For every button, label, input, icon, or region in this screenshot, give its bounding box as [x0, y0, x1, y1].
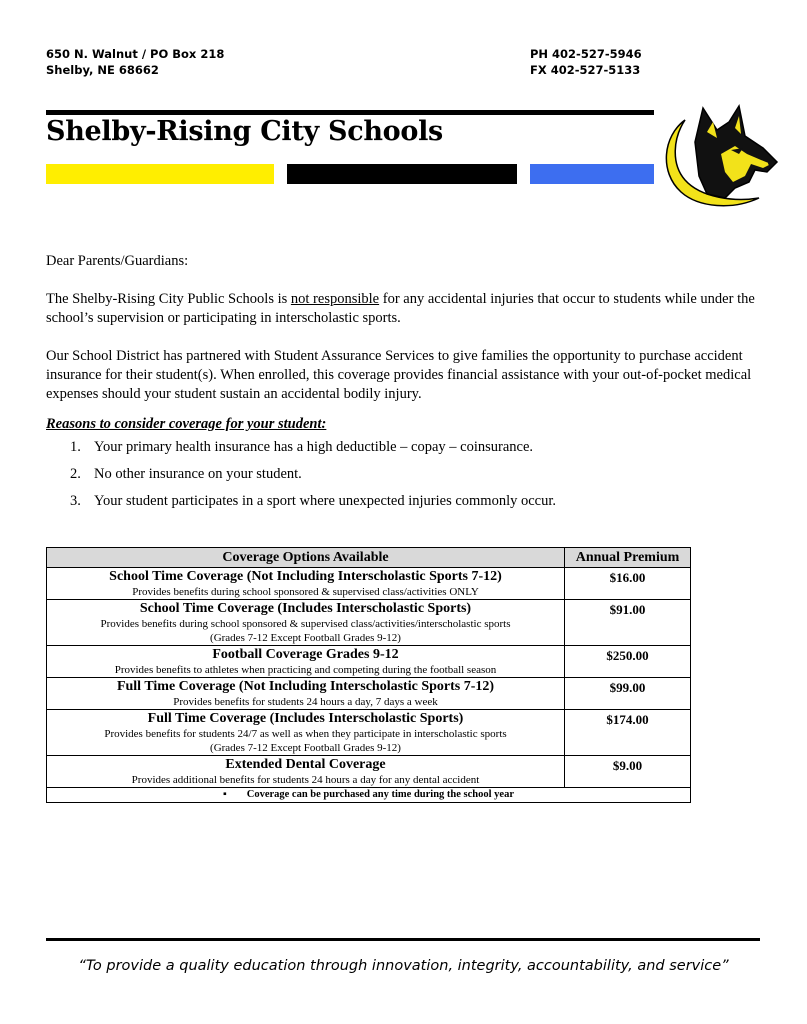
black-color-bar — [287, 164, 517, 184]
reasons-list — [70, 438, 556, 519]
header-top-rule — [46, 110, 654, 115]
coverage-purchase-note: Coverage can be purchased any time during the school year — [246, 789, 514, 800]
coverage-price: $9.00 — [565, 756, 691, 788]
coverage-title: Full Time Coverage (Includes Interscholastic Sports) — [147, 711, 464, 726]
phone-number: PH 402-527-5946 — [530, 47, 642, 61]
fax-number: FX 402-527-5133 — [530, 63, 641, 77]
coverage-title: School Time Coverage (Includes Interscholastic Sports) — [139, 601, 472, 616]
coverage-price: $250.00 — [565, 646, 691, 678]
coverage-title: School Time Coverage (Not Including Interscholastic Sports 7-12) — [109, 569, 502, 584]
coverage-description: Provides additional benefits for students 24 hours a day for any dental accident — [131, 774, 480, 786]
reason-item — [70, 438, 556, 465]
coverage-cell — [47, 600, 565, 646]
coverage-title: Football Coverage Grades 9-12 — [212, 647, 399, 662]
reasons-heading: Reasons to consider coverage for your student: — [46, 416, 327, 432]
liability-text-start: The Shelby-Rising City Public Schools is — [46, 291, 291, 307]
reason-number: 1. — [70, 439, 81, 455]
coverage-options-header: Coverage Options Available — [47, 548, 565, 568]
footer-rule — [46, 938, 760, 941]
coverage-note-cell — [47, 788, 691, 803]
coverage-title: Full Time Coverage (Not Including Interscholastic Sports 7-12) — [116, 679, 495, 694]
address-line-2: Shelby, NE 68662 — [46, 63, 159, 77]
table-row — [47, 756, 691, 788]
coverage-cell — [47, 568, 565, 600]
not-responsible-emphasis: not responsible — [290, 291, 380, 307]
reason-item — [70, 492, 556, 519]
letter-greeting: Dear Parents/Guardians: — [46, 253, 189, 269]
coverage-price: $91.00 — [565, 600, 691, 646]
table-row — [47, 646, 691, 678]
yellow-color-bar — [46, 164, 274, 184]
coverage-options-table — [46, 547, 691, 803]
coverage-price: $99.00 — [565, 678, 691, 710]
coverage-cell — [47, 646, 565, 678]
partnership-paragraph: Our School District has partnered with Student Assurance Services to give families the opportunity to purchase accident insurance for their student(s). When enrolled, this coverage provides financial assistance with your out-of-pocket medical expenses should your student sustain an accidental bodily injury. — [46, 348, 752, 402]
blue-color-bar — [530, 164, 654, 184]
coverage-price: $174.00 — [565, 710, 691, 756]
coverage-title: Extended Dental Coverage — [225, 757, 386, 772]
coverage-price: $16.00 — [565, 568, 691, 600]
coverage-cell — [47, 710, 565, 756]
coverage-cell — [47, 756, 565, 788]
liability-paragraph — [46, 290, 766, 328]
husky-mascot-logo-icon — [655, 102, 783, 214]
reason-number: 3. — [70, 493, 81, 509]
address-block — [46, 46, 224, 78]
school-name-title: Shelby-Rising City Schools — [46, 116, 443, 147]
school-motto: “To provide a quality education through innovation, integrity, accountability, and service” — [78, 958, 729, 974]
reason-number: 2. — [70, 466, 81, 482]
coverage-description: Provides benefits for students 24 hours a day, 7 days a week — [173, 696, 438, 708]
contact-block — [530, 46, 642, 78]
liability-text-end: for any accidental injuries that occur to students while under the school’s supervision or participating in interscholastic sports. — [46, 291, 755, 326]
reason-item — [70, 465, 556, 492]
coverage-grades-note: (Grades 7-12 Except Football Grades 9-12) — [210, 742, 401, 754]
coverage-description: Provides benefits during school sponsored & supervised class/activities ONLY — [132, 586, 479, 598]
coverage-description: Provides benefits for students 24/7 as well as when they participate in interscholastic sports — [104, 728, 507, 740]
table-note-row — [47, 788, 691, 803]
coverage-cell — [47, 678, 565, 710]
table-row — [47, 568, 691, 600]
coverage-grades-note: (Grades 7-12 Except Football Grades 9-12) — [210, 632, 401, 644]
reason-text: No other insurance on your student. — [94, 466, 302, 482]
reason-text: Your primary health insurance has a high deductible – copay – coinsurance. — [94, 439, 534, 455]
address-line-1: 650 N. Walnut / PO Box 218 — [46, 47, 225, 61]
square-bullet-icon: ▪ — [223, 789, 227, 800]
table-row — [47, 600, 691, 646]
reason-text: Your student participates in a sport where unexpected injuries commonly occur. — [94, 493, 557, 509]
table-row — [47, 678, 691, 710]
coverage-description: Provides benefits during school sponsored & supervised class/activities/interscholastic sports — [100, 618, 511, 630]
coverage-description: Provides benefits to athletes when practicing and competing during the football season — [114, 664, 497, 676]
annual-premium-header: Annual Premium — [565, 548, 691, 568]
table-row — [47, 710, 691, 756]
table-header-row — [47, 548, 691, 568]
